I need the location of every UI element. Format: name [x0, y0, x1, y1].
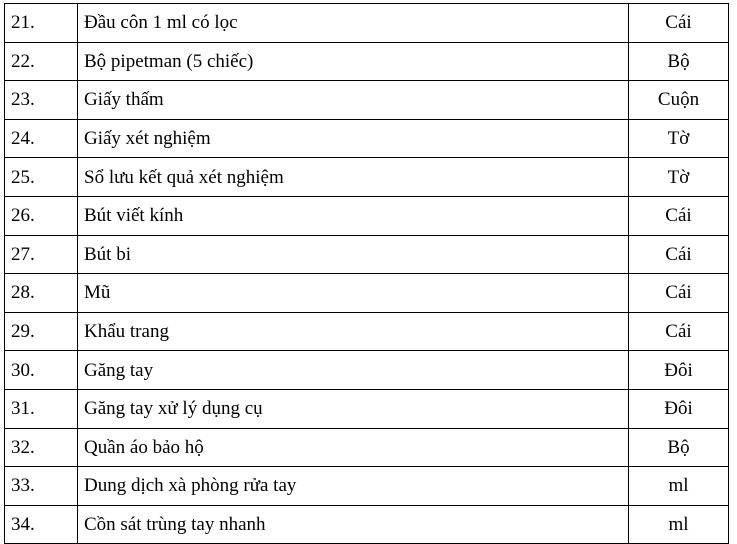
- table-row: [5, 81, 729, 120]
- item-name: Găng tay xử lý dụng cụ: [78, 389, 629, 428]
- item-unit: Bộ: [629, 428, 729, 467]
- row-number: 22.: [5, 42, 78, 81]
- item-name: Giấy xét nghiệm: [78, 119, 629, 158]
- item-unit: Cái: [629, 196, 729, 235]
- table-row: [5, 428, 729, 467]
- item-unit: Tờ: [629, 158, 729, 197]
- row-number: 33.: [5, 467, 78, 506]
- supply-table: [4, 3, 729, 544]
- row-number: 28.: [5, 274, 78, 313]
- item-name: Khẩu trang: [78, 312, 629, 351]
- item-name: Cồn sát trùng tay nhanh: [78, 505, 629, 544]
- table-row: [5, 42, 729, 81]
- row-number: 24.: [5, 119, 78, 158]
- row-number: 32.: [5, 428, 78, 467]
- item-name: Găng tay: [78, 351, 629, 390]
- table-row: [5, 274, 729, 313]
- item-name: Quần áo bảo hộ: [78, 428, 629, 467]
- table-row: [5, 389, 729, 428]
- item-unit: Cái: [629, 312, 729, 351]
- table-row: [5, 158, 729, 197]
- item-unit: Bộ: [629, 42, 729, 81]
- item-name: Giấy thấm: [78, 81, 629, 120]
- item-name: Bút viết kính: [78, 196, 629, 235]
- row-number: 21.: [5, 4, 78, 43]
- table-row: [5, 196, 729, 235]
- row-number: 29.: [5, 312, 78, 351]
- row-number: 26.: [5, 196, 78, 235]
- table-row: [5, 235, 729, 274]
- row-number: 27.: [5, 235, 78, 274]
- table-row: [5, 4, 729, 43]
- row-number: 30.: [5, 351, 78, 390]
- table-row: [5, 119, 729, 158]
- row-number: 34.: [5, 505, 78, 544]
- item-unit: Cái: [629, 235, 729, 274]
- table-row: [5, 467, 729, 506]
- item-unit: Đôi: [629, 351, 729, 390]
- table-row: [5, 351, 729, 390]
- row-number: 23.: [5, 81, 78, 120]
- table-row: [5, 505, 729, 544]
- item-name: Đầu côn 1 ml có lọc: [78, 4, 629, 43]
- table-row: [5, 312, 729, 351]
- item-unit: Cái: [629, 4, 729, 43]
- supply-table-body: [5, 4, 729, 544]
- item-unit: Cuộn: [629, 81, 729, 120]
- item-name: Bút bi: [78, 235, 629, 274]
- item-unit: Đôi: [629, 389, 729, 428]
- item-name: Sổ lưu kết quả xét nghiệm: [78, 158, 629, 197]
- item-unit: ml: [629, 505, 729, 544]
- row-number: 31.: [5, 389, 78, 428]
- item-unit: ml: [629, 467, 729, 506]
- row-number: 25.: [5, 158, 78, 197]
- item-unit: Tờ: [629, 119, 729, 158]
- item-name: Bộ pipetman (5 chiếc): [78, 42, 629, 81]
- item-name: Mũ: [78, 274, 629, 313]
- item-name: Dung dịch xà phòng rửa tay: [78, 467, 629, 506]
- item-unit: Cái: [629, 274, 729, 313]
